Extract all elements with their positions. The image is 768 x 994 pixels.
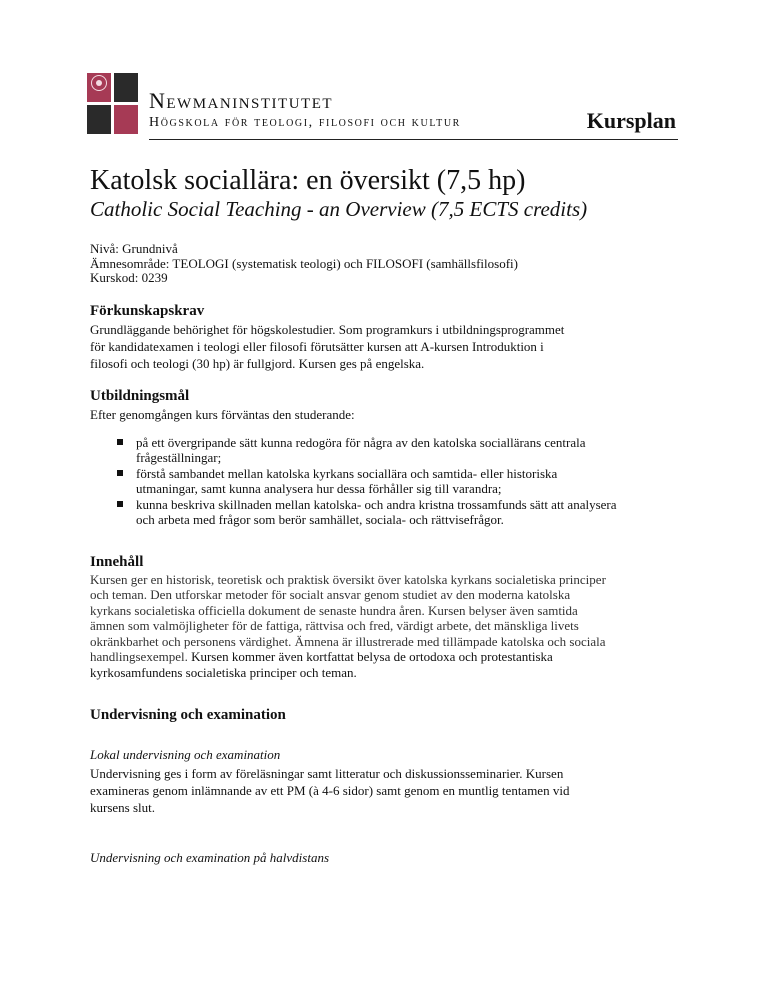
prereq-line: Grundläggande behörighet för högskolestudier. Som programkurs i utbildningsprogrammet <box>90 321 565 337</box>
section-prerequisites <box>90 303 715 372</box>
teaching-heading: Undervisning och examination <box>90 706 286 723</box>
contents-heading: Innehåll <box>90 553 144 570</box>
section-teaching <box>90 707 715 866</box>
goals-intro: Efter genomgången kurs förväntas den studerande: <box>90 406 355 422</box>
logo-square-bottom-right <box>114 105 138 134</box>
course-meta <box>90 242 715 286</box>
prereq-line: för kandidatexamen i teologi eller filosofi förutsätter kursen att A-kursen Introduktion i <box>90 338 544 354</box>
institute-logo <box>87 73 139 134</box>
goals-heading: Utbildningsmål <box>90 387 190 404</box>
goal-item: på ett övergripande sätt kunna redogöra för några av den katolska sociallärans centrala frågeställningar; <box>112 435 715 466</box>
local-teaching-subheading: Lokal undervisning och examination <box>90 746 281 762</box>
prereq-text <box>90 321 715 372</box>
logo-square-top-left <box>87 73 111 102</box>
logo-square-top-right <box>114 73 138 102</box>
syllabus-content <box>90 164 715 882</box>
prereq-heading: Förkunskapskrav <box>90 302 205 319</box>
document-type: Kursplan <box>586 108 676 133</box>
course-title: Katolsk sociallära: en översikt (7,5 hp) <box>90 165 526 196</box>
prereq-line: filosofi och teologi (30 hp) är fullgjord. Kursen ges på engelska. <box>90 355 425 371</box>
section-contents <box>90 554 715 681</box>
meta-course-code: Kurskod: 0239 <box>90 270 168 285</box>
seal-icon <box>91 75 107 91</box>
course-subtitle: Catholic Social Teaching - an Overview (7,5 ECTS credits) <box>90 197 588 221</box>
local-teaching-text: Undervisning ges i form av föreläsningar samt litteratur och diskussionsseminarier. Kursen examineras genom inlämnande av ett PM (à 4-6 sidor) samt genom en muntlig tentamen vid kursens slut. <box>90 765 570 815</box>
meta-level: Nivå: Grundnivå <box>90 241 178 256</box>
institute-name: Newmaninstitutet <box>149 88 334 113</box>
institute-subtitle: Högskola för teologi, filosofi och kultur <box>149 115 461 130</box>
section-goals <box>90 388 715 528</box>
distance-teaching-subheading: Undervisning och examination på halvdistans <box>90 849 330 865</box>
meta-subject: Ämnesområde: TEOLOGI (systematisk teologi) och FILOSOFI (samhällsfilosofi) <box>90 255 518 271</box>
goal-item: kunna beskriva skillnaden mellan katolska- och andra kristna trossamfunds sätt att analysera och arbeta med frågor som berör samhället, sociala- och rättvisefrågor. <box>112 497 715 528</box>
contents-text: Kursen ger en historisk, teoretisk och praktisk översikt över katolska kyrkans socialetiska principer och teman. Den utforskar metoder för socialt ansvar genom studiet av den moderna katolska kyrkans socialetiska officiella dokument de senaste hundra åren. Kursen belyser även samtida ämnen som valmöjligheter för de fattiga, rättvisa och fred, värdigt arbete, det mänskliga livets okränkbarhet och personens värdighet. Ämnena är illustrerade med tillämpade katolska och sociala handlingsexempel. Kursen kommer även kortfattat belysa de ortodoxa och protestantiska kyrkosamfundens socialetiska principer och teman. <box>90 571 606 681</box>
logo-square-bottom-left <box>87 105 111 134</box>
goals-list <box>90 435 715 528</box>
header-divider <box>149 139 678 140</box>
goal-item: förstå sambandet mellan katolska kyrkans sociallära och samtida- eller historiska utmaningar, samt kunna analysera hur dessa förhåller sig till varandra; <box>112 466 715 497</box>
